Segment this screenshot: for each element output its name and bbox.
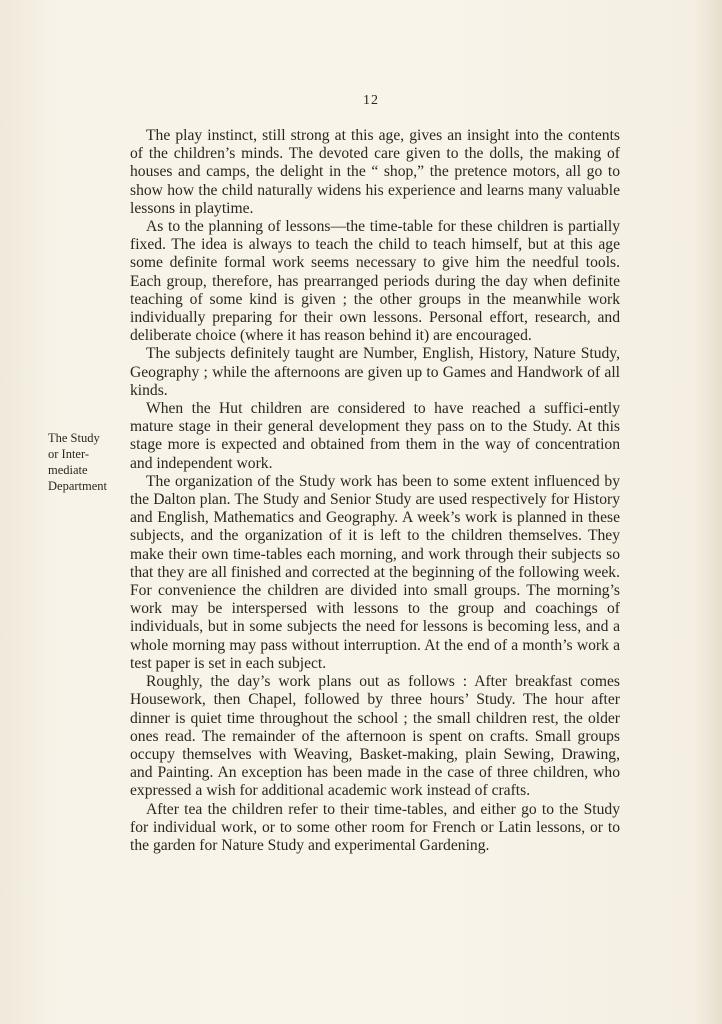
paragraph: The organization of the Study work has been to some extent influenced by the Dalton plan. The Study and Senior Study are used respectively for History and English, Mathematics and Geography. A week’s work is planned in these subjects, and the organization of it is left to the children themselves. They make their own time-tables each morning, and work through their subjects so that they are all finished and corrected at the beginning of the following week. For convenience the children are divided into small groups. The morning’s work may be interspersed with lessons to the group and coachings of individuals, but in some subjects the need for lessons is becoming less, and a whole morning may pass without interruption. At the end of a month’s work a test paper is set in each subject. — [130, 472, 620, 672]
body-text — [130, 127, 620, 855]
margin-note-line: mediate — [48, 463, 88, 477]
margin-note-line: Department — [48, 479, 108, 493]
margin-note — [48, 430, 130, 494]
paragraph: The subjects definitely taught are Number, English, History, Nature Study, Geography ; while the afternoons are given up to Games and Handwork of all kinds. — [130, 345, 620, 399]
paragraph: Roughly, the day’s work plans out as follows : After breakfast comes Housework, then Chapel, followed by three hours’ Study. The hour after dinner is quiet time throughout the school ; the small children rest, the older ones read. The remainder of the afternoon is spent on crafts. Small groups occupy themselves with Weaving, Basket-making, plain Sewing, Drawing, and Painting. An exception has been made in the case of three children, who expressed a wish for additional academic work instead of crafts. — [130, 673, 620, 800]
margin-note-line: or Inter- — [48, 447, 90, 461]
paragraph: When the Hut children are considered to have reached a suffici-ently mature stage in their general development they pass on to the Study. At this stage more is expected and obtained from them in the way of concentration and independent work. — [130, 400, 620, 472]
paragraph: The play instinct, still strong at this age, gives an insight into the contents of the children’s minds. The devoted care given to the dolls, the making of houses and camps, the delight in the “ shop,” the pretence motors, all go to show how the child naturally widens his experience and learns many valuable lessons in playtime. — [130, 127, 620, 217]
paragraph: As to the planning of lessons—the time-table for these children is partially fixed. The idea is always to teach the child to teach himself, but at this age some definite formal work seems necessary to give him the needful tools. Each group, therefore, has prearranged periods during the day when definite teaching of some kind is given ; the other groups in the meanwhile work individually preparing for their own lessons. Personal effort, research, and deliberate choice (where it has reason behind it) are encouraged. — [130, 218, 620, 345]
paragraph: After tea the children refer to their time-tables, and either go to the Study for individual work, or to some other room for French or Latin lessons, or to the garden for Nature Study and experimental Gardening. — [130, 800, 620, 854]
margin-note-line: The Study — [48, 431, 100, 445]
page-number: 12 — [363, 93, 379, 108]
